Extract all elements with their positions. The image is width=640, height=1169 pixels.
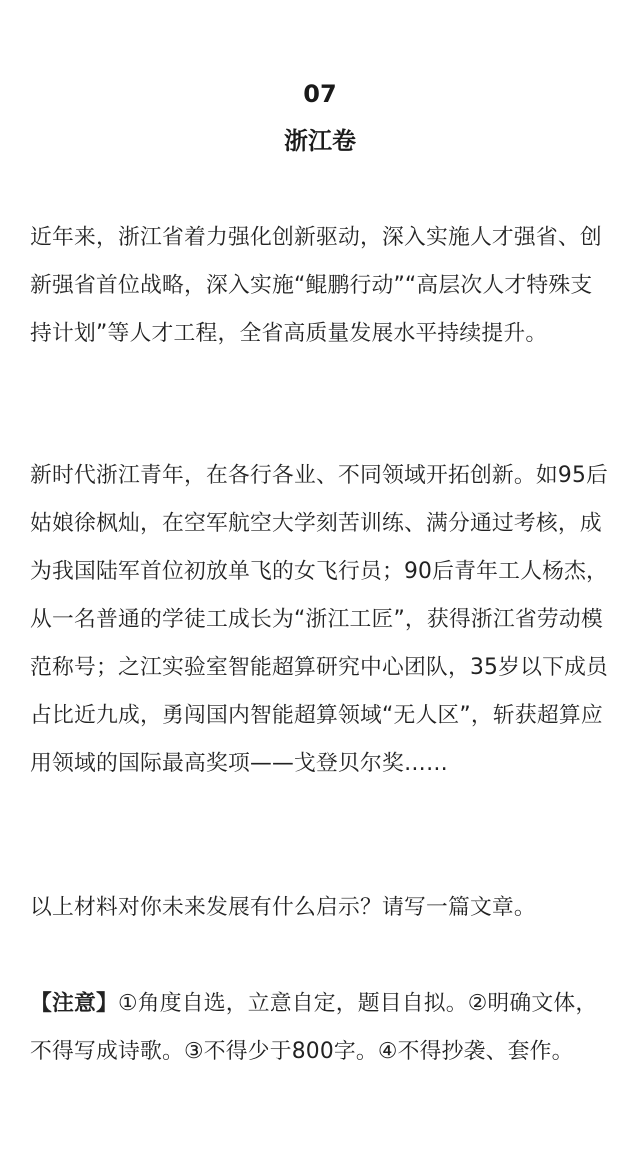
notice-paragraph <box>30 980 614 1076</box>
notice-text: ①角度自选，立意自定，题目自拟。②明确文体，不得写成诗歌。③不得少于800字。④不得抄袭、套作。 <box>30 991 598 1064</box>
material-paragraph-1: 近年来，浙江省着力强化创新驱动，深入实施人才强省、创新强省首位战略，深入实施“鲲鹏行动”“高层次人才特殊支持计划”等人才工程，全省高质量发展水平持续提升。 <box>30 225 602 346</box>
writing-task-paragraph: 以上材料对你未来发展有什么启示？请写一篇文章。 <box>30 895 536 920</box>
notice-label: 【注意】 <box>30 991 118 1016</box>
section-title: 浙江卷 <box>284 127 356 155</box>
section-number: 07 <box>303 80 337 108</box>
material-paragraph-2: 新时代浙江青年，在各行各业、不同领域开拓创新。如95后姑娘徐枫灿，在空军航空大学刻苦训练、满分通过考核，成为我国陆军首位初放单飞的女飞行员；90后青年工人杨杰，从一名普通的学徒工成长为“浙江工匠”，获得浙江省劳动模范称号；之江实验室智能超算研究中心团队，35岁以下成员占比近九成，勇闯国内智能超算领域“无人区”，斩获超算应用领域的国际最高奖项——戈登贝尔奖…… <box>30 463 609 776</box>
